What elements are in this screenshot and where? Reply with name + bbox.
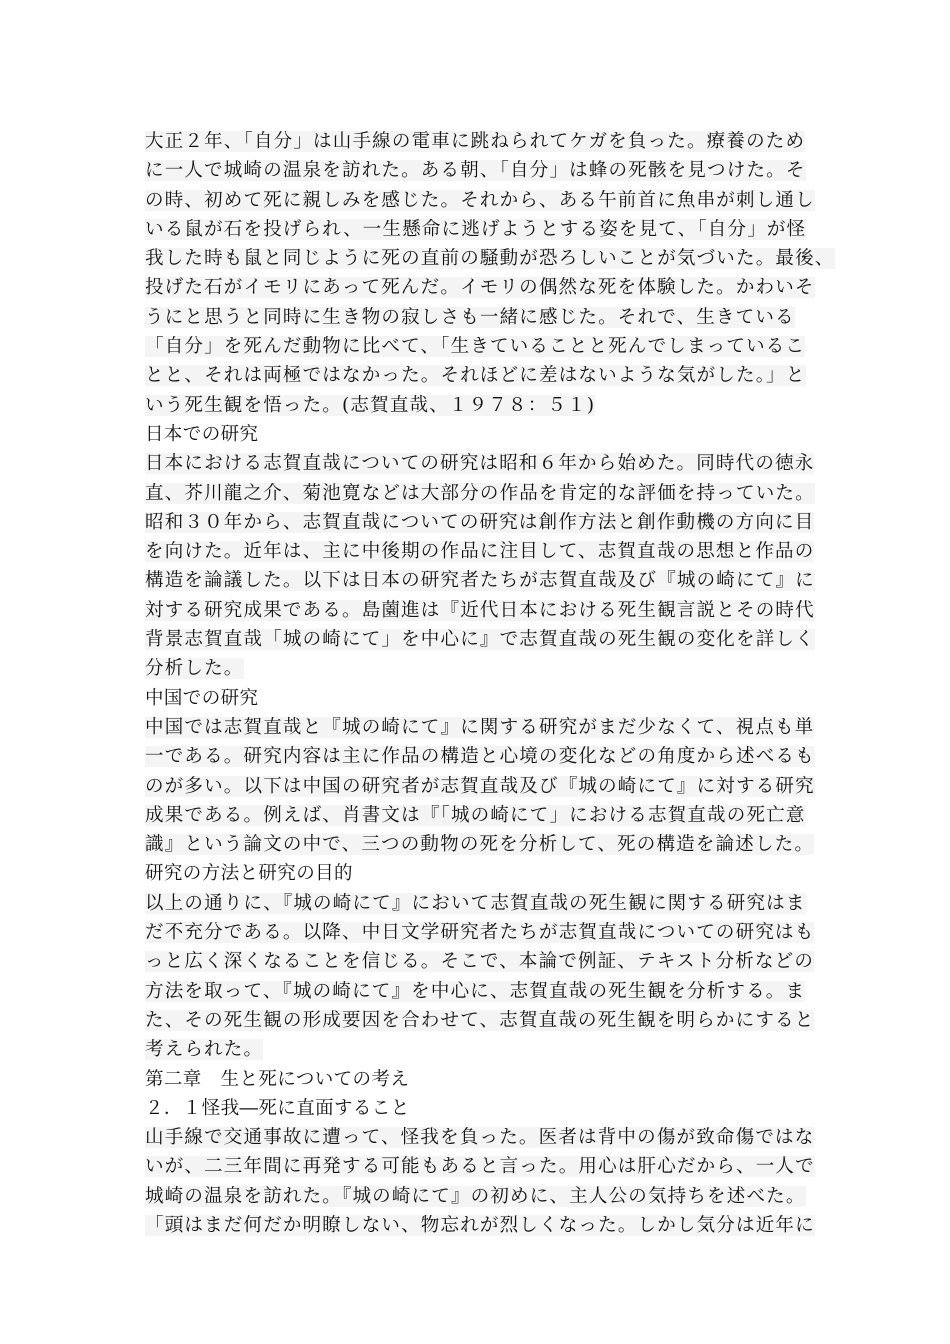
text-line-29: っと広く深くなることを信じる。そこで、本論で例証、テキスト分析などの xyxy=(145,951,815,973)
text-line-12: 日本における志賀直哉についての研究は昭和６年から始めた。同時代の徳永 xyxy=(145,453,815,475)
text-line-13: 直、芥川龍之介、菊池寛などは大部分の作品を肯定的な評価を持っていた。 xyxy=(145,482,815,504)
section-heading-2-1: ２．１怪我―死に直面すること xyxy=(145,1097,410,1119)
text-line-24: 成果である。例えば、肖書文は『「城の崎にて」における志賀直哉の死亡意 xyxy=(145,804,806,826)
text-line-15: を向けた。近年は、主に中後期の作品に注目して、志賀直哉の思想と作品の xyxy=(145,541,815,563)
section-heading-japan-research: 日本での研究 xyxy=(145,423,259,445)
document-body xyxy=(145,127,835,1240)
text-line-32: 考えられた。 xyxy=(145,1039,264,1061)
text-line-21: 中国では志賀直哉と『城の崎にて』に関する研究がまだ少なくて、視点も単 xyxy=(145,716,815,738)
text-line-19: 分析した。 xyxy=(145,658,244,680)
text-line-7: うにと思うと同時に生き物の寂しさも一緒に感じた。それで、生きている xyxy=(145,306,795,328)
text-line-14: 昭和３０年から、志賀直哉についての研究は創作方法と創作動機の方向に目 xyxy=(145,511,815,533)
text-line-31: た、その死生観の形成要因を合わせて、志賀直哉の死生観を明らかにすると xyxy=(145,1009,815,1031)
chapter-heading-2: 第二章 生と死についての考え xyxy=(145,1068,410,1090)
text-line-37: 城崎の温泉を訪れた。『城の崎にて』の初めに、主人公の気持ちを述べた。 xyxy=(145,1185,806,1207)
text-line-35: 山手線で交通事故に遭って、怪我を負った。医者は背中の傷が致命傷ではな xyxy=(145,1127,815,1149)
text-line-23: のが多い。以下は中国の研究者が志賀直哉及び『城の崎にて』に対する研究 xyxy=(145,775,815,797)
text-line-30: 方法を取って、『城の崎にて』を中心に、志賀直哉の死生観を分析する。ま xyxy=(145,980,806,1002)
text-line-18: 背景志賀直哉「城の崎にて」を中心に』で志賀直哉の死生観の変化を詳しく xyxy=(145,629,815,651)
text-line-36: いが、二三年間に再発する可能もあると言った。用心は肝心だから、一人で xyxy=(145,1156,815,1178)
text-line-8: 「自分」を死んだ動物に比べて、「生きていることと死んでしまっているこ xyxy=(145,336,806,358)
text-line-4: いる鼠が石を投げられ、一生懸命に逃げようとする姿を見て、「自分」が怪 xyxy=(145,218,807,240)
section-heading-china-research: 中国での研究 xyxy=(145,687,259,709)
text-line-10: いう死生観を悟った。(志賀直哉、１９７８：５１) xyxy=(145,394,596,416)
text-line-16: 構造を論議した。以下は日本の研究者たちが志賀直哉及び『城の崎にて』に xyxy=(145,570,815,592)
text-line-38: 「頭はまだ何だか明瞭しない、物忘れが烈しくなった。しかし気分は近年に xyxy=(145,1214,815,1236)
text-line-3: の時、初めて死に親しみを感じた。それから、ある午前首に魚串が刺し通し xyxy=(145,189,815,211)
text-line-28: だ不充分である。以降、中日文学研究者たちが志賀直哉についての研究はも xyxy=(145,922,815,944)
text-line-9: とと、それは両極ではなかった。それほどに差はないような気がした。」と xyxy=(145,365,806,387)
section-heading-method-purpose: 研究の方法と研究の目的 xyxy=(145,863,353,885)
text-line-6: 投げた石がイモリにあって死んだ。イモリの偶然な死を体験した。かわいそ xyxy=(145,277,815,299)
text-line-5: 我した時も鼠と同じように死の直前の騒動が恐ろしいことが気づいた。最後、 xyxy=(145,248,835,270)
text-line-2: に一人で城崎の温泉を訪れた。ある朝、「自分」は蜂の死骸を見つけた。そ xyxy=(145,160,806,182)
text-line-22: 一である。研究内容は主に作品の構造と心境の変化などの角度から述べるも xyxy=(145,746,815,768)
text-line-17: 対する研究成果である。島薗進は『近代日本における死生観言説とその時代 xyxy=(145,599,815,621)
text-line-1: 大正２年、「自分」は山手線の電車に跳ねられてケガを負った。療養のため xyxy=(145,131,806,152)
text-line-27: 以上の通りに、『城の崎にて』において志賀直哉の死生観に関する研究はま xyxy=(145,892,806,914)
text-line-25: 識』という論文の中で、三つの動物の死を分析して、死の構造を論述した。 xyxy=(145,834,815,856)
